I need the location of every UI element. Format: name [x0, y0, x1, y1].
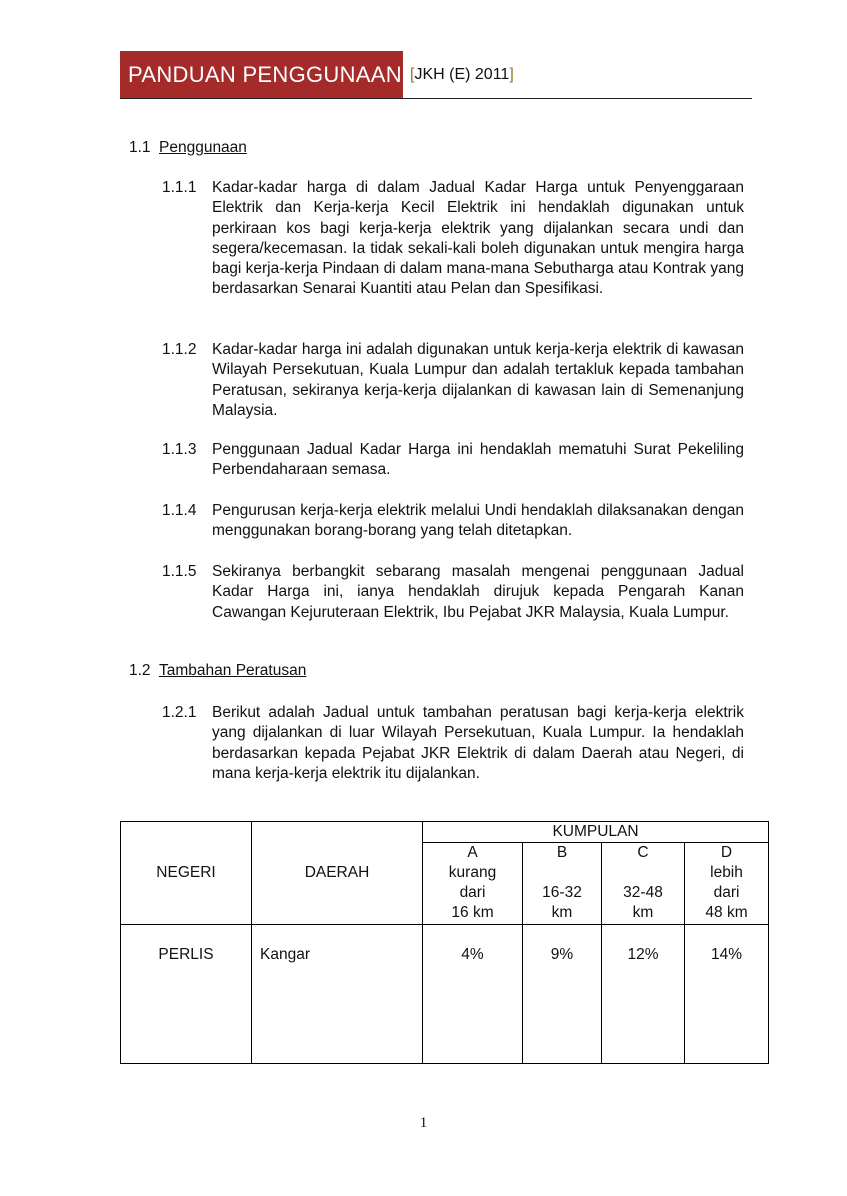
code-close-bracket: ]: [509, 66, 514, 83]
item-number: 1.1.1: [162, 179, 197, 196]
item-number: 1.1.4: [162, 502, 197, 519]
group-line: 16-32: [542, 884, 582, 901]
group-letter: B: [556, 844, 568, 861]
cell-group-d: 14%: [685, 925, 769, 1064]
cell-group-b: 9%: [523, 925, 602, 1064]
group-line: lebih: [710, 864, 743, 881]
item-text: Sekiranya berbangkit sebarang masalah mengenai penggunaan Jadual Kadar Harga ini, ianya hendaklah dirujuk kepada Pengarah Kanan Cawangan Kejuruteraan Elektrik, Ibu Pejabat JKR Malaysia, Kuala Lumpur.: [212, 563, 744, 621]
item-text: Kadar-kadar harga ini adalah digunakan untuk kerja-kerja elektrik di kawasan Wilayah Persekutuan, Kuala Lumpur dan adalah tertakluk kepada tambahan Peratusan, sekiranya kerja-kerja dijalankan di kawasan lain di Semenanjung Malaysia.: [212, 341, 744, 419]
group-letter: A: [467, 844, 478, 861]
header-negeri: [121, 822, 252, 925]
section-number: 1.1: [129, 139, 151, 156]
group-line: km: [551, 904, 573, 921]
item-text: Kadar-kadar harga di dalam Jadual Kadar Harga untuk Penyenggaraan Elektrik dan Kerja-kerja Kecil Elektrik ini hendaklah digunakan untuk perkiraan kos bagi kerja-kerja elektrik yang dijalankan secara undi dan segera/kecemasan. Ia tidak sekali-kali boleh digunakan untuk mengira harga bagi kerja-kerja Pindaan di dalam mana-mana Sebutharga atau Kontrak yang berdasarkan Senarai Kuantiti atau Pelan dan Spesifikasi.: [212, 179, 744, 298]
group-letter: D: [720, 844, 733, 861]
document-code: [410, 66, 514, 84]
header-daerah: [252, 822, 423, 925]
code-open-bracket: [: [410, 66, 415, 83]
group-line: km: [632, 904, 654, 921]
group-c-header: [602, 843, 685, 925]
group-line: [602, 863, 684, 883]
header-kumpulan: [423, 822, 769, 843]
header-negeri-label: NEGERI: [156, 864, 216, 881]
cell-negeri: PERLIS: [121, 925, 252, 1064]
section-number: 1.2: [129, 662, 151, 679]
group-line: dari: [459, 884, 486, 901]
table-row: [121, 925, 769, 1064]
item-text: Penggunaan Jadual Kadar Harga ini hendaklah mematuhi Surat Pekeliling Perbendaharaan semasa.: [212, 441, 744, 479]
cell-daerah: Kangar: [252, 925, 423, 1064]
section-title: Penggunaan: [159, 139, 247, 156]
document-header-title: PANDUAN PENGGUNAAN: [120, 51, 403, 98]
tambahan-peratusan-table: [120, 821, 769, 1064]
item-text: Pengurusan kerja-kerja elektrik melalui Undi hendaklah dilaksanakan dengan menggunakan borang-borang yang telah ditetapkan.: [212, 502, 744, 540]
group-a-header: [423, 843, 523, 925]
page-number: 1: [419, 1115, 428, 1131]
group-d-header: [685, 843, 769, 925]
group-line: dari: [713, 884, 740, 901]
header-kumpulan-label: KUMPULAN: [552, 823, 639, 840]
code-text: JKH (E) 2011: [414, 66, 510, 83]
group-line: kurang: [448, 864, 497, 881]
table-header-row: [121, 822, 769, 843]
header-rule: [120, 98, 752, 99]
group-line: 16 km: [451, 904, 494, 921]
item-number: 1.1.5: [162, 563, 197, 580]
item-number: 1.2.1: [162, 704, 197, 721]
header-daerah-label: DAERAH: [304, 864, 370, 881]
group-line: [523, 863, 601, 883]
cell-group-a: 4%: [423, 925, 523, 1064]
item-number: 1.1.2: [162, 341, 197, 358]
group-letter: C: [637, 844, 649, 861]
item-text: Berikut adalah Jadual untuk tambahan peratusan bagi kerja-kerja elektrik yang dijalankan di luar Wilayah Persekutuan, Kuala Lumpur. Ia hendaklah berdasarkan kepada Pejabat JKR Elektrik di dalam Daerah atau Negeri, di mana kerja-kerja elektrik itu dijalankan.: [212, 704, 744, 782]
item-number: 1.1.3: [162, 441, 197, 458]
cell-group-c: 12%: [602, 925, 685, 1064]
group-line: 48 km: [705, 904, 748, 921]
group-b-header: [523, 843, 602, 925]
group-line: 32-48: [623, 884, 663, 901]
section-title: Tambahan Peratusan: [159, 662, 307, 679]
